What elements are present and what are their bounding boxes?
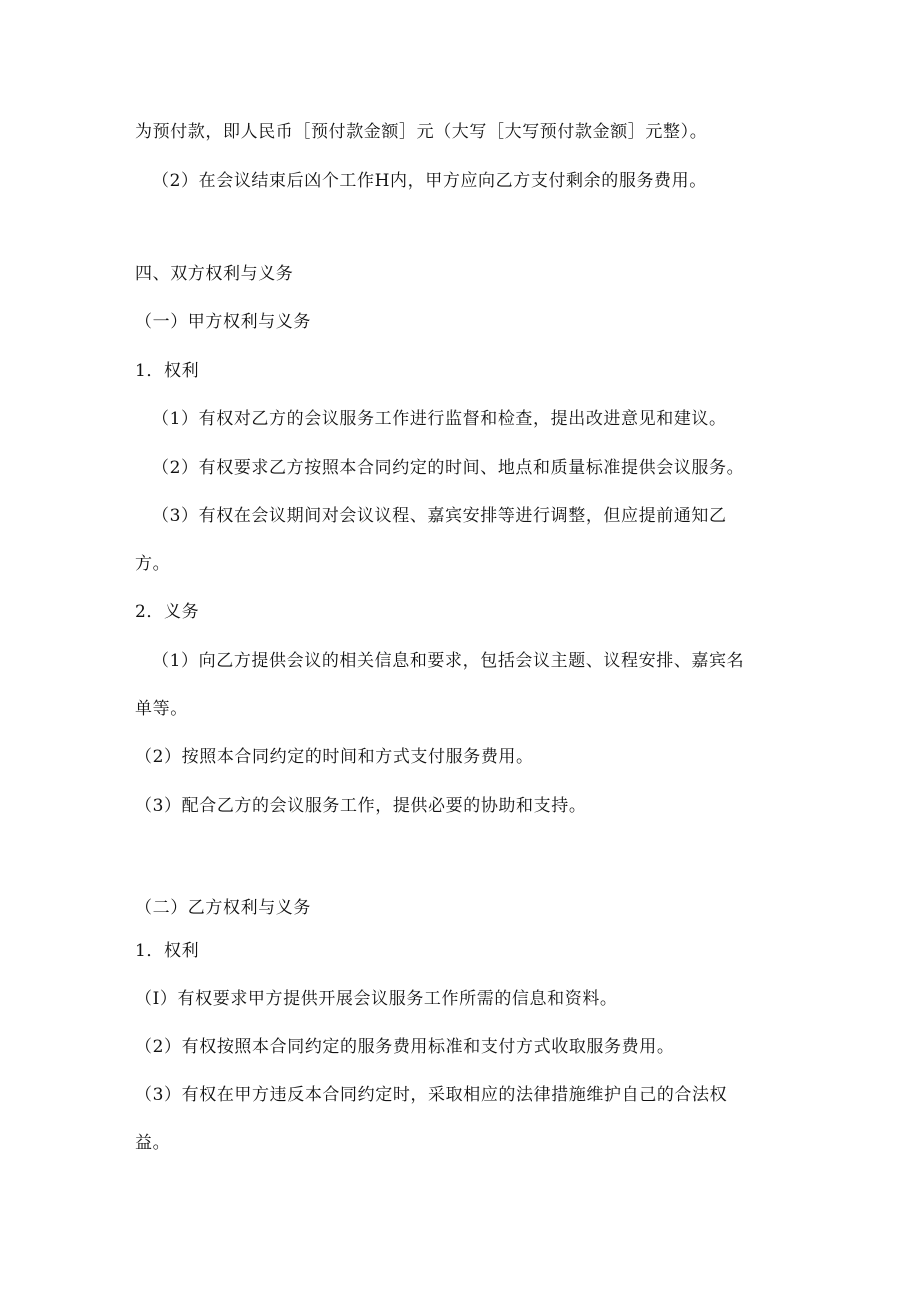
item-heading: 1．权利 <box>135 941 200 961</box>
text-line: （3）有权在甲方违反本合同约定时，采取相应的法律措施维护自己的合法权 <box>135 1085 728 1105</box>
text-line: （2）按照本合同约定的时间和方式支付服务费用。 <box>135 747 534 767</box>
item-heading: 1．权利 <box>135 361 200 381</box>
text-line: （3）配合乙方的会议服务工作，提供必要的协助和支持。 <box>135 796 587 816</box>
text-line: 益。 <box>135 1133 171 1153</box>
text-line: （1）向乙方提供会议的相关信息和要求，包括会议主题、议程安排、嘉宾名 <box>152 651 745 671</box>
text-line: （2）有权按照本合同约定的服务费用标准和支付方式收取服务费用。 <box>135 1037 675 1057</box>
text-line: （2）在会议结束后凶个工作H内，甲方应向乙方支付剩余的服务费用。 <box>152 171 707 191</box>
subsection-heading: （一）甲方权利与义务 <box>135 312 311 332</box>
text-line: 单等。 <box>135 699 188 719</box>
text-line: （1）有权对乙方的会议服务工作进行监督和检查，提出改进意见和建议。 <box>152 409 727 429</box>
text-line: 方。 <box>135 554 171 574</box>
text-line: （2）有权要求乙方按照本合同约定的时间、地点和质量标准提供会议服务。 <box>152 458 745 478</box>
text-line: （3）有权在会议期间对会议议程、嘉宾安排等进行调整，但应提前通知乙 <box>152 506 727 526</box>
section-heading: 四、双方权利与义务 <box>135 264 294 284</box>
text-line: （I）有权要求甲方提供开展会议服务工作所需的信息和资料。 <box>135 989 618 1009</box>
text-line: 为预付款，即人民币［预付款金额］元（大写［大写预付款金额］元整）。 <box>135 122 708 142</box>
item-heading: 2．义务 <box>135 602 200 622</box>
subsection-heading: （二）乙方权利与义务 <box>135 898 311 918</box>
